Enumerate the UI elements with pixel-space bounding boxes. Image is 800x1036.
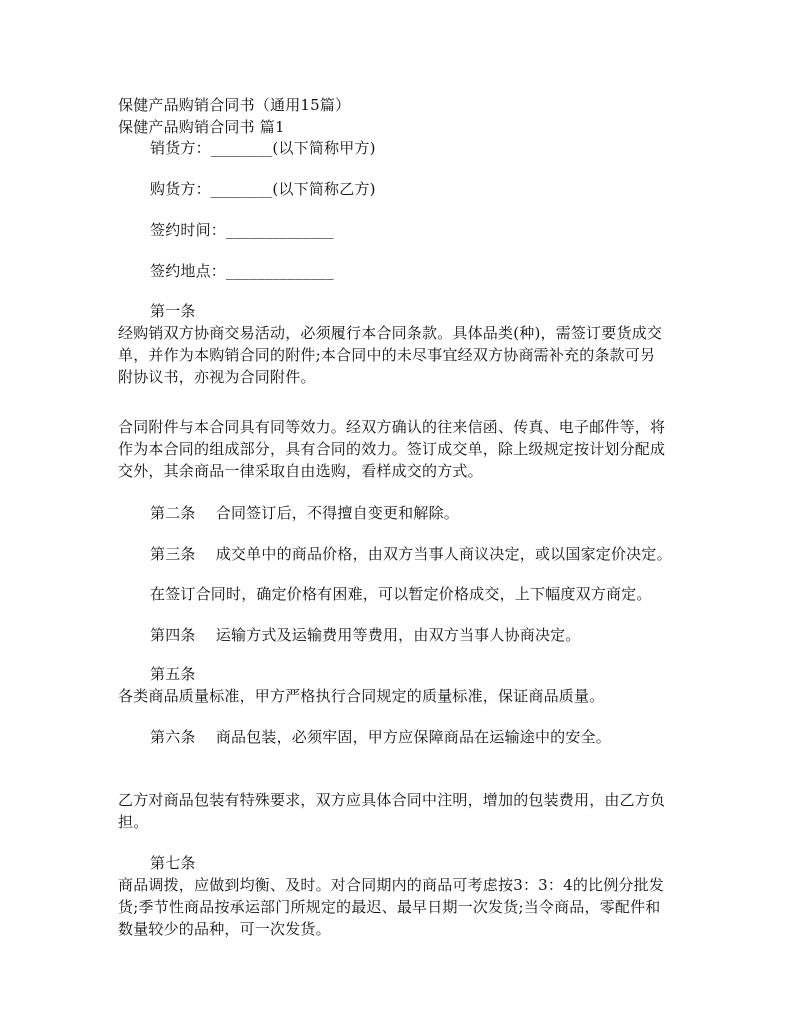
document-subtitle: 保健产品购销合同书 篇1	[118, 118, 285, 136]
article-4: 第四条 运输方式及运输费用等费用，由双方当事人协商决定。	[150, 626, 581, 644]
article-3-continued: 在签订合同时，确定价格有困难，可以暂定价格成交，上下幅度双方商定。	[150, 585, 652, 603]
article-1-heading: 第一条	[150, 302, 196, 320]
article-5-heading: 第五条	[150, 665, 196, 683]
article-3: 第三条 成交单中的商品价格，由双方当事人商议决定，或以国家定价决定。	[150, 545, 672, 563]
buyer-line: 购货方：________(以下简称乙方)	[150, 180, 376, 198]
article-1-para-2-line: 交外，其余商品一律采取自由选购，看样成交的方式。	[118, 462, 483, 480]
article-7-heading: 第七条	[150, 854, 196, 872]
article-7-body-line: 货;季节性商品按承运部门所规定的最迟、最早日期一次发货;当令商品，零配件和	[118, 898, 661, 916]
article-6: 第六条 商品包装，必须牢固，甲方应保障商品在运输途中的安全。	[150, 728, 611, 746]
article-1-para-1-line: 单，并作为本购销合同的附件;本合同中的未尽事宜经双方协商需补充的条款可另	[118, 346, 656, 364]
sign-place-line: 签约地点：______________	[150, 262, 334, 280]
article-1-para-2-line: 作为本合同的组成部分，具有合同的效力。签订成交单，除上级规定按计划分配成	[118, 440, 666, 458]
article-2: 第二条 合同签订后，不得擅自变更和解除。	[150, 504, 459, 522]
article-7-body-line: 数量较少的品种，可一次发货。	[118, 920, 331, 938]
article-6-para-2-line: 担。	[118, 813, 149, 831]
article-5-body: 各类商品质量标准，甲方严格执行合同规定的质量标准，保证商品质量。	[118, 687, 605, 705]
article-7-body-line: 商品调拨，应做到均衡、及时。对合同期内的商品可考虑按3：3：4的比例分批发	[118, 876, 665, 894]
seller-line: 销货方：________(以下简称甲方)	[150, 139, 376, 157]
article-6-para-2-line: 乙方对商品包装有特殊要求，双方应具体合同中注明，增加的包装费用，由乙方负	[118, 791, 666, 809]
article-1-para-1-line: 经购销双方协商交易活动，必须履行本合同条款。具体品类(种)，需签订要货成交	[118, 324, 663, 342]
document-title: 保健产品购销合同书（通用15篇）	[118, 96, 351, 114]
sign-time-line: 签约时间：______________	[150, 221, 334, 239]
article-1-para-2-line: 合同附件与本合同具有同等效力。经双方确认的往来信函、传真、电子邮件等，将	[118, 418, 666, 436]
article-1-para-1-line: 附协议书，亦视为合同附件。	[118, 368, 316, 386]
